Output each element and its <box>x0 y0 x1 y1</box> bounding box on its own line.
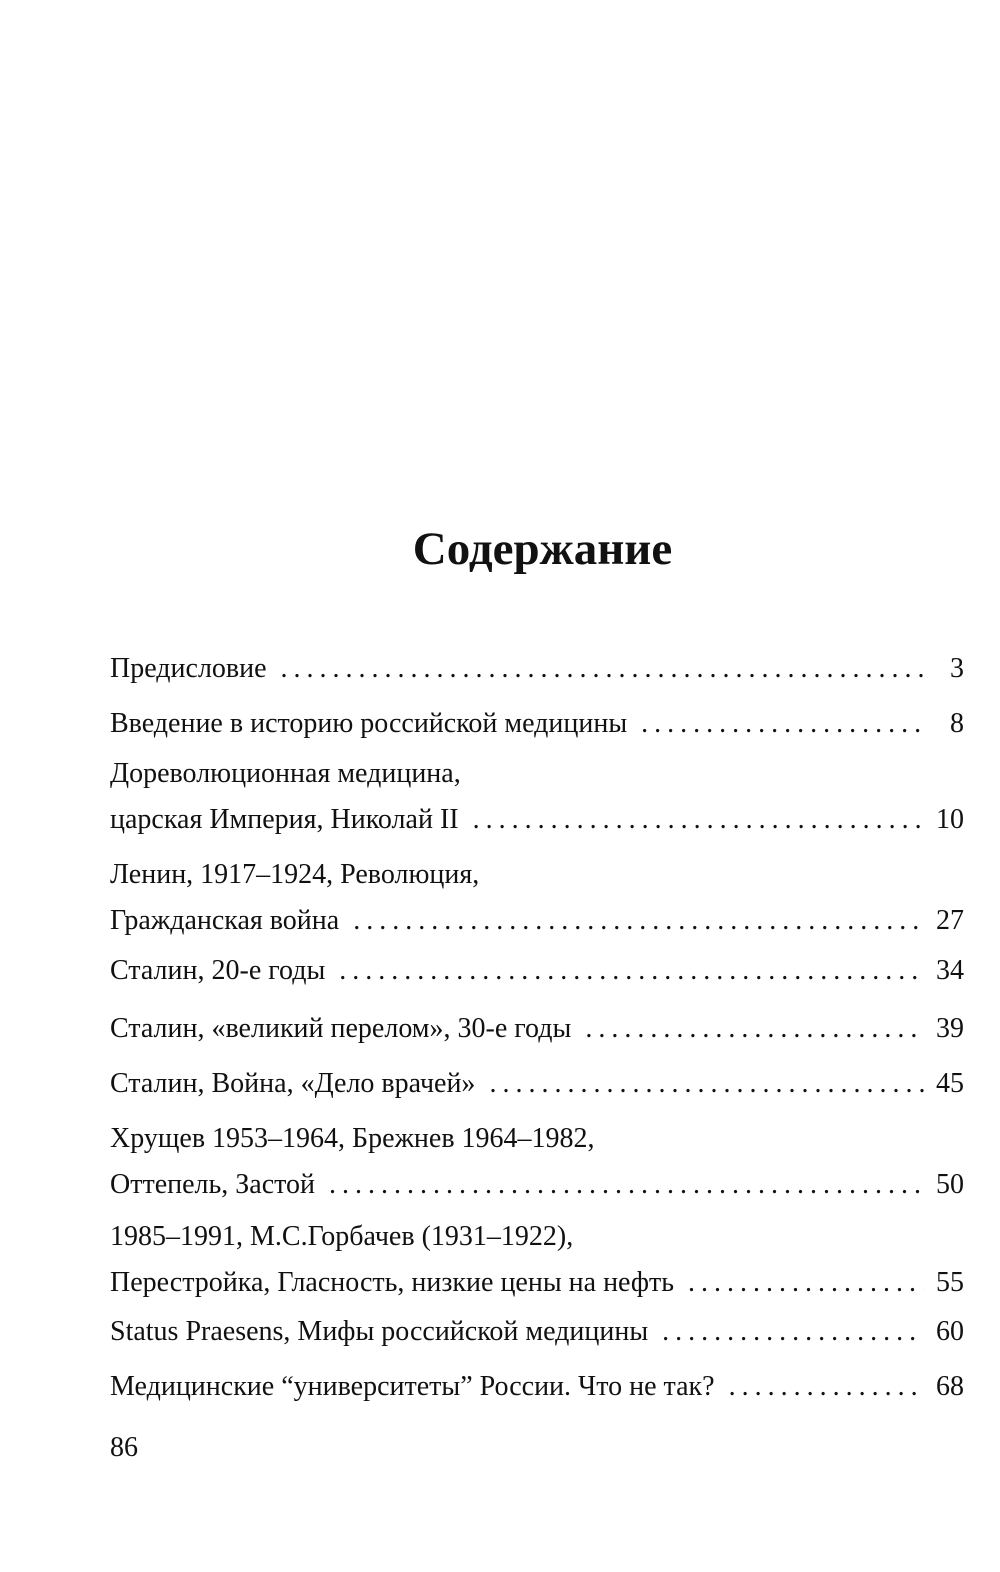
toc-page-number: 8 <box>950 708 964 739</box>
page-number: 86 <box>110 1432 138 1463</box>
toc-entry-title: Status Praesens, Мифы российской медицины <box>110 1316 649 1347</box>
toc-page-number: 60 <box>936 1316 964 1347</box>
toc-entry-title: Перестройка, Гласность, низкие цены на нефть <box>110 1267 674 1298</box>
dot-leader <box>473 797 924 843</box>
toc-entry-title: Оттепель, Застой <box>110 1169 316 1200</box>
toc-entry[interactable] <box>110 701 964 747</box>
toc-entry-title: 1985–1991, М.С.Горбачев (1931–1922), <box>110 1221 574 1252</box>
dot-leader <box>688 1260 924 1306</box>
toc-page-number: 10 <box>936 804 964 835</box>
toc-page-number: 39 <box>936 1013 964 1044</box>
toc-page-number: 50 <box>936 1169 964 1200</box>
toc-entry[interactable] <box>110 1364 964 1410</box>
toc-entry-title: Введение в историю российской медицины <box>110 708 628 739</box>
dot-leader <box>339 948 924 994</box>
dot-leader <box>585 1006 924 1052</box>
toc-entry[interactable] <box>110 1061 964 1107</box>
toc-entry[interactable] <box>110 1116 964 1208</box>
toc-entry[interactable] <box>110 646 964 692</box>
toc-entry-title: царская Империя, Николай II <box>110 804 459 835</box>
dot-leader <box>353 898 924 944</box>
toc-page-number: 27 <box>936 905 964 936</box>
toc-entry[interactable] <box>110 948 964 994</box>
dot-leader <box>729 1364 924 1410</box>
dot-leader <box>662 1309 924 1355</box>
toc-entry-title: Ленин, 1917–1924, Революция, <box>110 859 480 890</box>
toc-entry-title: Дореволюционная медицина, <box>110 758 461 789</box>
toc-entry[interactable] <box>110 1006 964 1052</box>
toc-entry[interactable] <box>110 751 964 843</box>
toc-entry-title: Медицинские “университеты” России. Что не так? <box>110 1371 715 1402</box>
dot-leader <box>281 646 924 692</box>
toc-entry-title: Гражданская война <box>110 905 340 936</box>
toc-page-number: 68 <box>936 1371 964 1402</box>
toc-entry-title: Хрущев 1953–1964, Брежнев 1964–1982, <box>110 1123 595 1154</box>
toc-page-number: 34 <box>936 955 964 986</box>
dot-leader <box>329 1162 924 1208</box>
toc-entry-title: Предисловие <box>110 653 267 684</box>
toc-entry[interactable] <box>110 852 964 944</box>
dot-leader <box>641 701 924 747</box>
toc-entry[interactable] <box>110 1309 964 1355</box>
dot-leader <box>489 1061 924 1107</box>
toc-page-number: 45 <box>936 1068 964 1099</box>
toc-entry-title: Сталин, 20-е годы <box>110 955 326 986</box>
toc-page-number: 55 <box>936 1267 964 1298</box>
toc-page-number: 3 <box>950 653 964 684</box>
page-title: Содержание <box>412 523 673 576</box>
toc-entry-title: Сталин, «великий перелом», 30-е годы <box>110 1013 572 1044</box>
toc-entry[interactable] <box>110 1214 964 1306</box>
toc-entry-title: Сталин, Война, «Дело врачей» <box>110 1068 476 1099</box>
